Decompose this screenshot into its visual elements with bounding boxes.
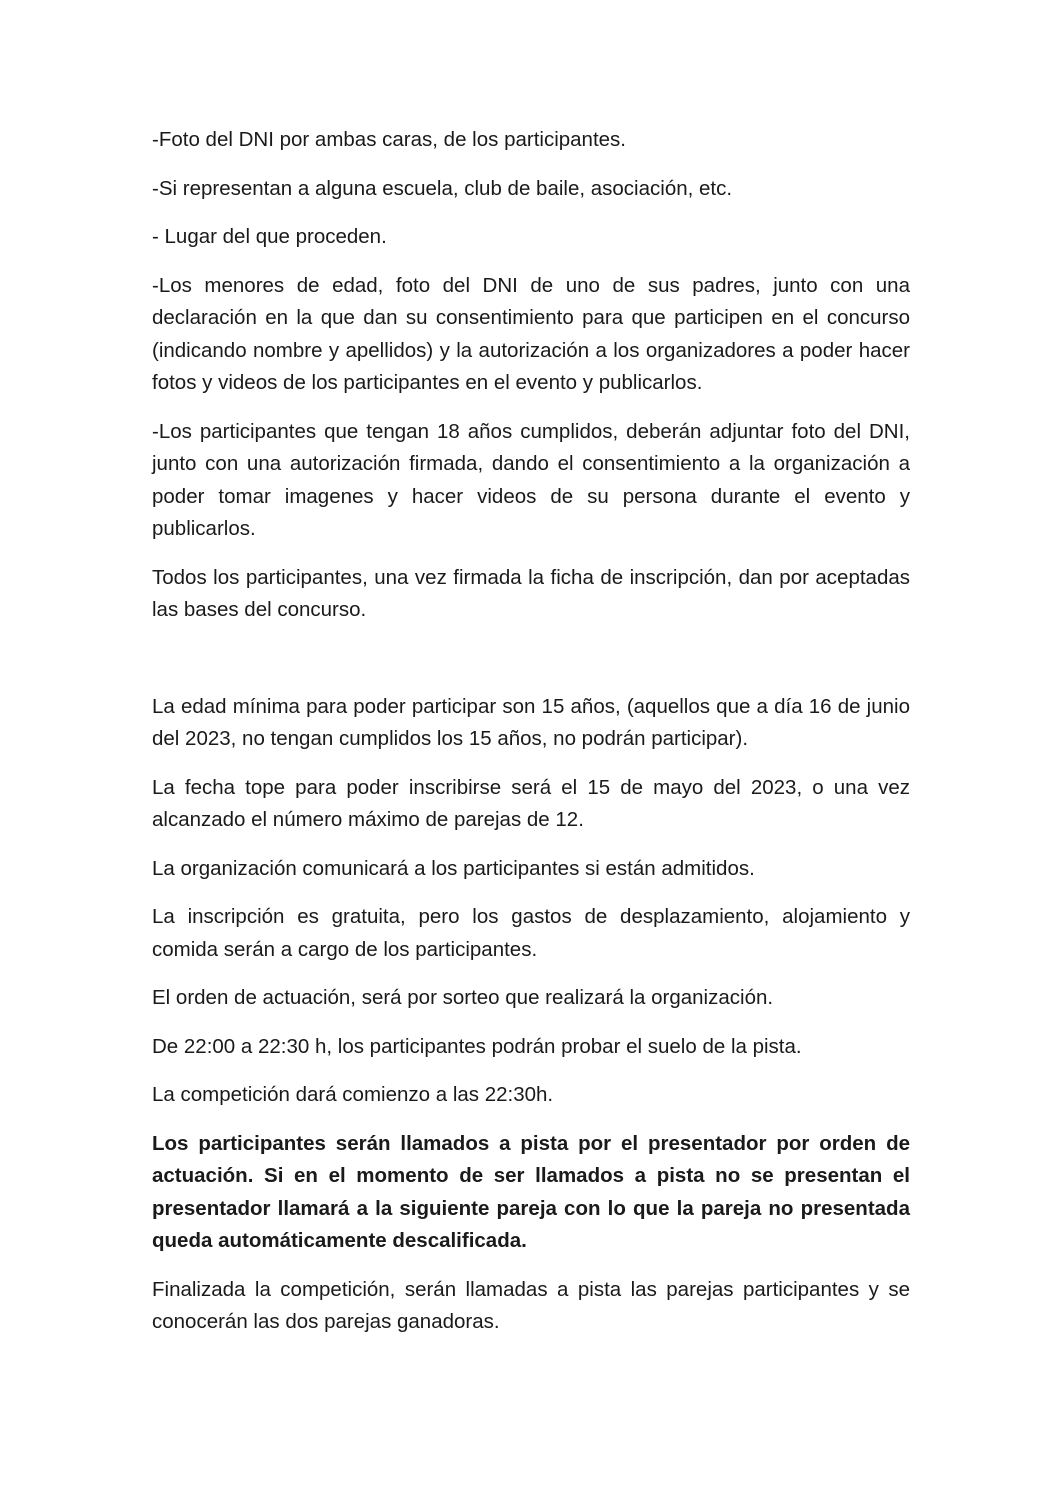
paragraph: - Lugar del que proceden.	[152, 225, 387, 248]
paragraph: -Los menores de edad, foto del DNI de uno de sus padres, junto con una declaración en la que dan su consentimiento para que participen en el concurso (indicando nombre y apellidos) y la autorización a los organizadores a poder hacer fotos y videos de los participantes en el evento y publicarlos.	[152, 273, 910, 394]
section-spacer	[152, 643, 910, 691]
paragraph: -Si representan a alguna escuela, club de baile, asociación, etc.	[152, 176, 733, 200]
bold-paragraph: Los participantes serán llamados a pista por el presentador por orden de actuación. Si en el momento de ser llamados a pista no se presentan el presentador llamará a la siguiente pareja con lo que la pareja no presentada queda automáticamente descalificada.	[152, 1131, 910, 1252]
paragraph: La competición dará comienzo a las 22:30h.	[152, 1083, 554, 1106]
requirements-section	[152, 124, 910, 627]
paragraph: La fecha tope para poder inscribirse será el 15 de mayo del 2023, o una vez alcanzado el número máximo de parejas de 12.	[152, 775, 910, 831]
paragraph: Finalizada la competición, serán llamadas a pista las parejas participantes y se conocerán las dos parejas ganadoras.	[152, 1277, 910, 1333]
paragraph: -Los participantes que tengan 18 años cumplidos, deberán adjuntar foto del DNI, junto con una autorización firmada, dando el consentimiento a la organización a poder tomar imagenes y hacer videos de su persona durante el evento y publicarlos.	[152, 419, 910, 540]
paragraph: Todos los participantes, una vez firmada la ficha de inscripción, dan por aceptadas las bases del concurso.	[152, 565, 910, 621]
paragraph: El orden de actuación, será por sorteo que realizará la organización.	[152, 986, 774, 1009]
paragraph: La edad mínima para poder participar son 15 años, (aquellos que a día 16 de junio del 2023, no tengan cumplidos los 15 años, no podrán participar).	[152, 694, 910, 750]
paragraph: -Foto del DNI por ambas caras, de los participantes.	[152, 128, 626, 151]
document-page	[152, 124, 910, 1355]
paragraph: La inscripción es gratuita, pero los gastos de desplazamiento, alojamiento y comida serán a cargo de los participantes.	[152, 905, 910, 961]
paragraph: De 22:00 a 22:30 h, los participantes podrán probar el suelo de la pista.	[152, 1034, 802, 1058]
paragraph: La organización comunicará a los participantes si están admitidos.	[152, 856, 755, 880]
rules-section	[152, 691, 910, 1339]
